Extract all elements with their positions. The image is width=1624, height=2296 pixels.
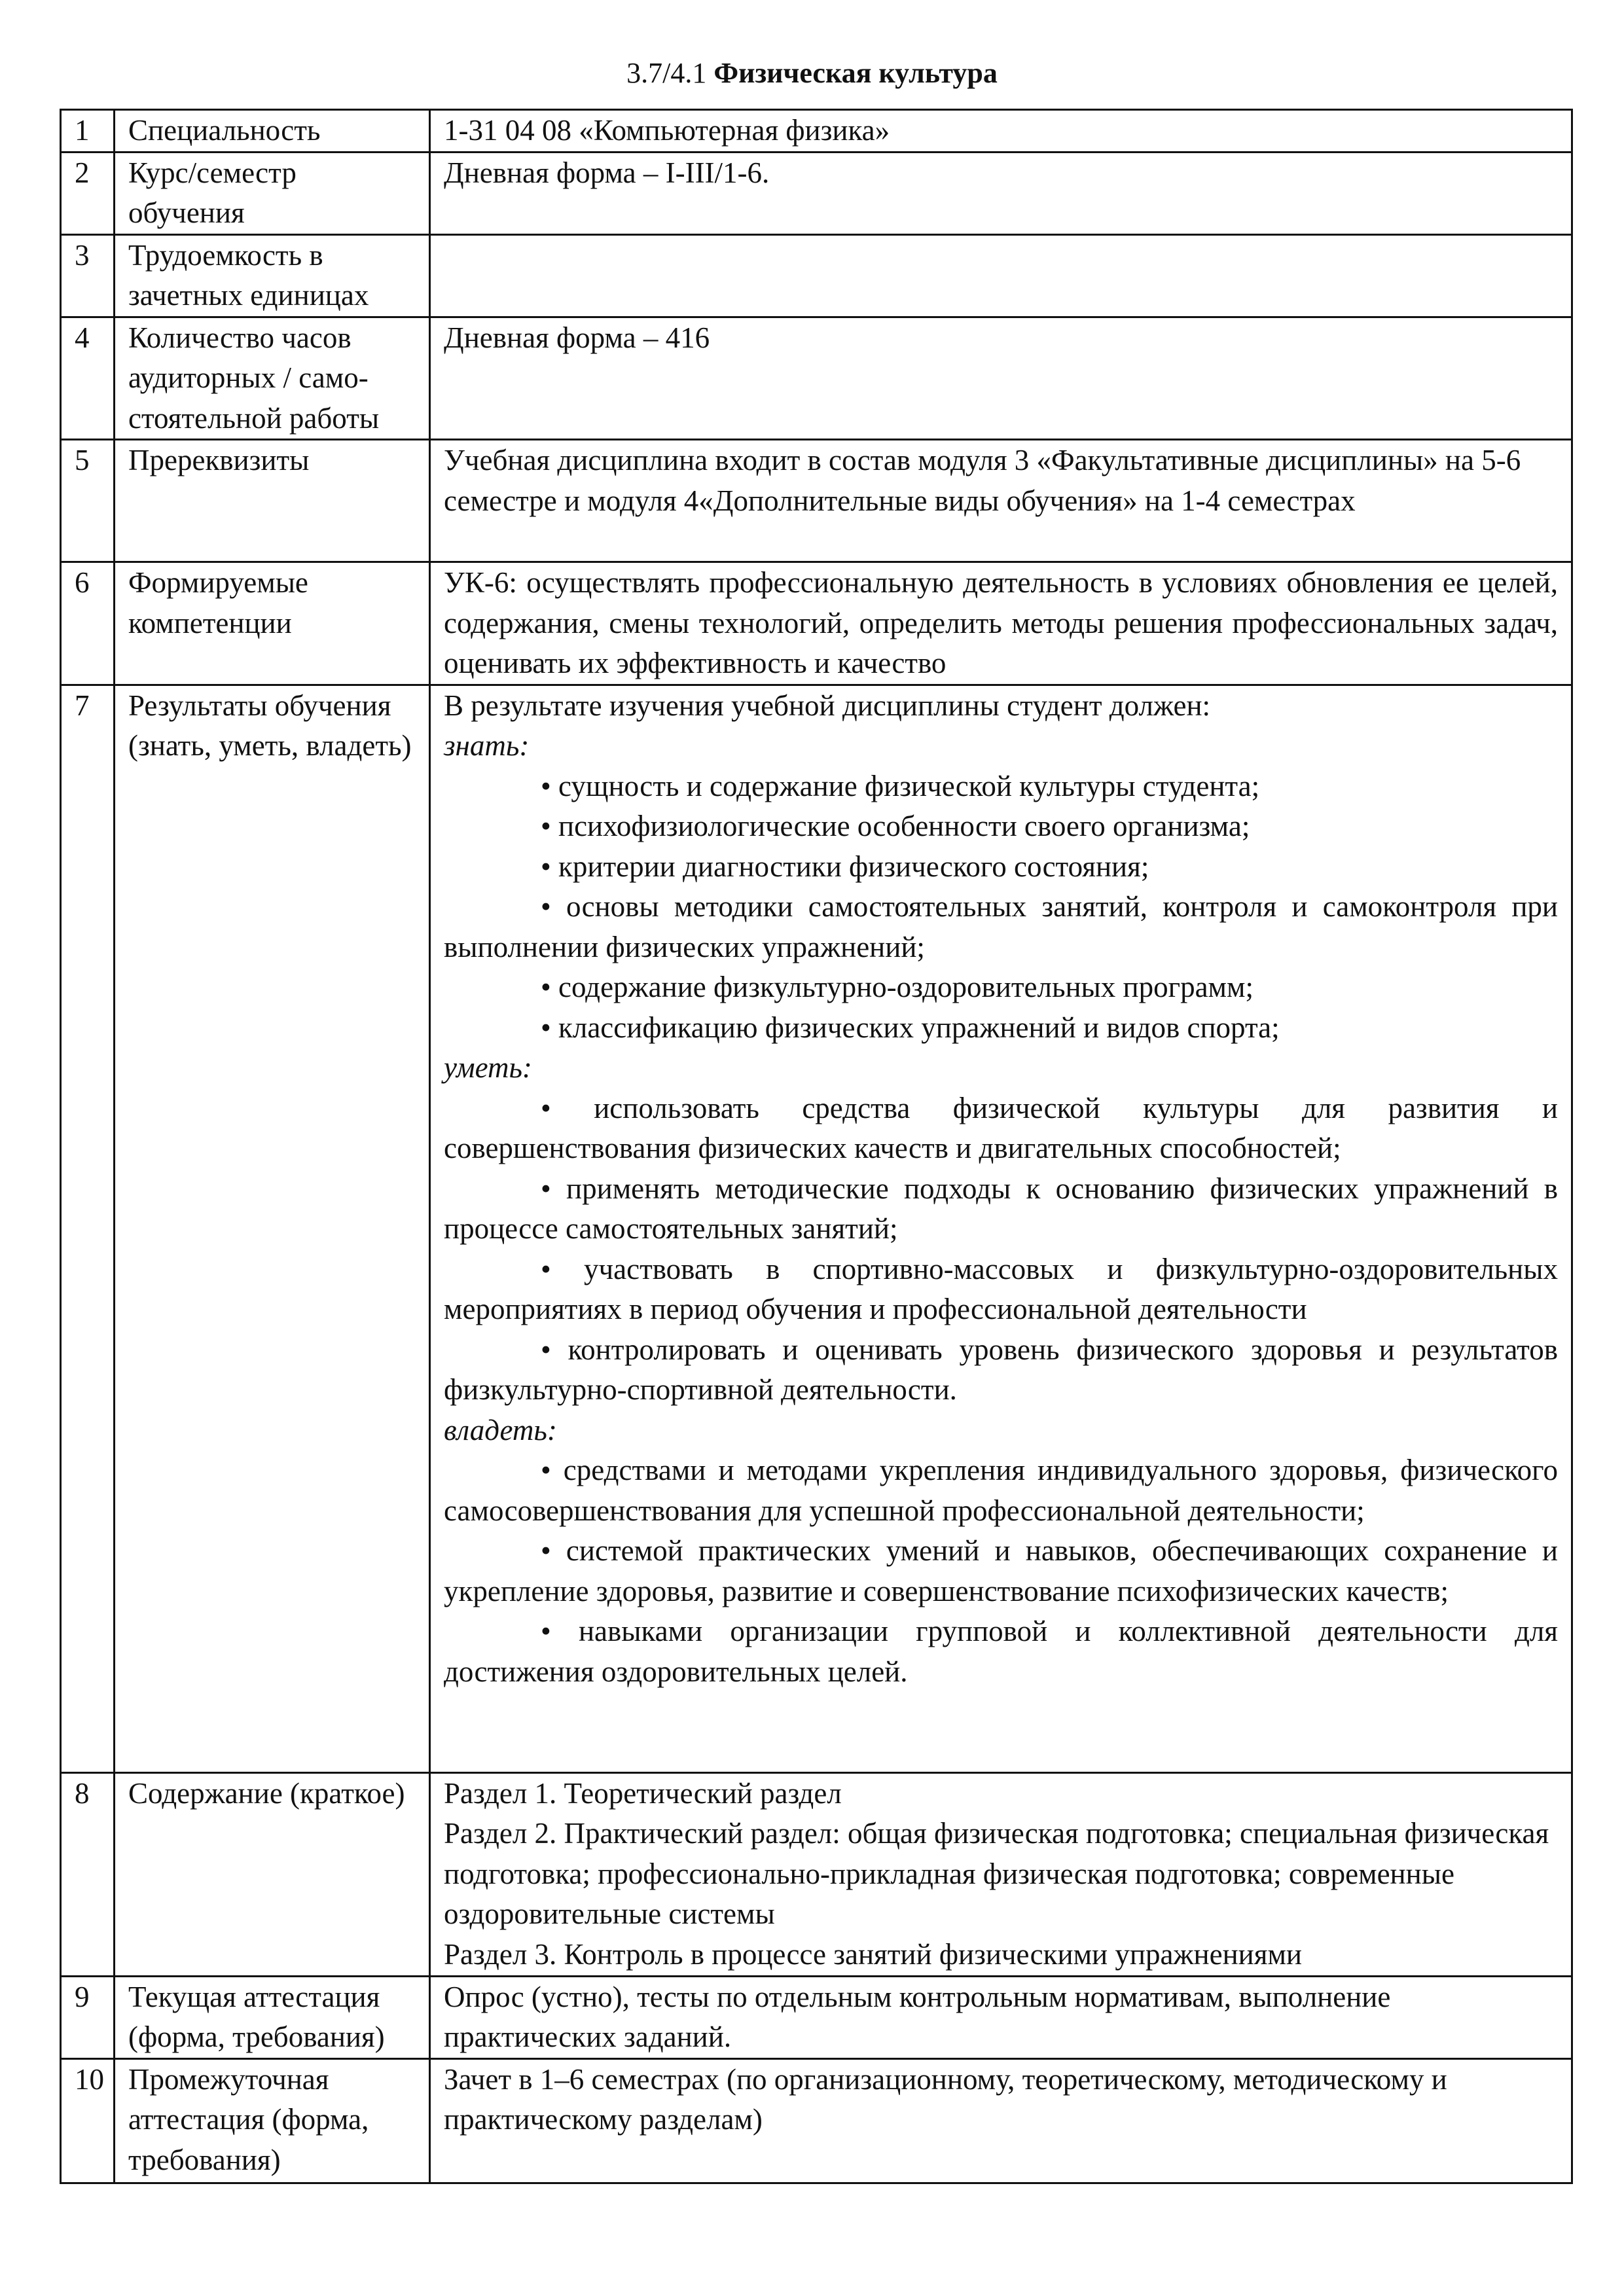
list-item: • контролировать и оценивать уровень физического здоровья и результатов физкультурно-спортивной деятельности.	[444, 1333, 1558, 1406]
row-label: Промежуточная аттестация (форма, требования)	[115, 2058, 430, 2183]
row-label: Курс/семестр обучения	[115, 152, 430, 234]
row-value: Дневная форма – I-III/1-6.	[430, 152, 1572, 234]
row-value: УК-6: осуществлять профессиональную деятельность в условиях обновления ее целей, содержания, смены технологий, определить методы решения профессиональных задач, оценивать их эффективность и качество	[430, 562, 1572, 685]
syllabus-table	[60, 109, 1573, 2184]
table-row	[61, 152, 1572, 234]
table-row	[61, 234, 1572, 317]
row-number: 7	[61, 685, 115, 1772]
master-heading: владеть:	[444, 1413, 557, 1446]
list-item: • содержание физкультурно-оздоровительных программ;	[541, 971, 1254, 1003]
table-row	[61, 2058, 1572, 2183]
content-section: Раздел 3. Контроль в процессе занятий физическими упражнениями	[444, 1937, 1302, 1971]
table-row	[61, 685, 1572, 1772]
can-heading: уметь:	[444, 1051, 532, 1084]
row-number: 4	[61, 317, 115, 440]
list-item: • средствами и методами укрепления индивидуального здоровья, физического самосовершенствования для успешной профессиональной деятельности;	[444, 1454, 1558, 1527]
row-label: Количество часов аудиторных / само-стоятельной работы	[115, 317, 430, 440]
row-number: 5	[61, 440, 115, 562]
row-label: Трудоемкость в зачетных единицах	[115, 234, 430, 317]
list-item: • критерии диагностики физического состояния;	[541, 850, 1149, 883]
learning-outcomes-intro: В результате изучения учебной дисциплины студент должен:	[444, 689, 1211, 722]
row-value: 1-31 04 08 «Компьютерная физика»	[430, 110, 1572, 152]
table-row	[61, 1772, 1572, 1976]
table-row	[61, 110, 1572, 152]
row-label: Пререквизиты	[115, 440, 430, 562]
know-heading: знать:	[444, 729, 530, 762]
row-value: Опрос (устно), тесты по отдельным контрольным нормативам, выполнение практических заданий.	[430, 1976, 1572, 2058]
row-number: 10	[61, 2058, 115, 2183]
table-row	[61, 317, 1572, 440]
row-number: 1	[61, 110, 115, 152]
list-item: • навыками организации групповой и коллективной деятельности для достижения оздоровительных целей.	[444, 1615, 1558, 1688]
table-row	[61, 440, 1572, 562]
title-name: Физическая культура	[713, 57, 998, 89]
row-number: 9	[61, 1976, 115, 2058]
table-row	[61, 562, 1572, 685]
row-label: Специальность	[115, 110, 430, 152]
list-item: • сущность и содержание физической культуры студента;	[541, 769, 1260, 802]
row-number: 6	[61, 562, 115, 685]
row-number: 3	[61, 234, 115, 317]
row-value: Учебная дисциплина входит в состав модуля 3 «Факультативные дисциплины» на 5-6 семестре и модуля 4«Дополнительные виды обучения» на 1-4 семестрах	[430, 440, 1572, 562]
list-item: • основы методики самостоятельных занятий, контроля и самоконтроля при выполнении физических упражнений;	[444, 890, 1558, 963]
list-item: • использовать средства физической культуры для развития и совершенствования физических качеств и двигательных способностей;	[444, 1091, 1558, 1164]
list-item: • участвовать в спортивно-массовых и физкультурно-оздоровительных мероприятиях в период обучения и профессиональной деятельности	[444, 1252, 1558, 1325]
row-label: Содержание (краткое)	[115, 1772, 430, 1976]
list-item: • психофизиологические особенности своего организма;	[541, 810, 1250, 842]
row-value	[430, 234, 1572, 317]
row-label: Текущая аттестация (форма, требования)	[115, 1976, 430, 2058]
list-item: • системой практических умений и навыков, обеспечивающих сохранение и укрепление здоровья, развитие и совершенствование психофизических качеств;	[444, 1534, 1558, 1607]
list-item: • применять методические подходы к основанию физических упражнений в процессе самостоятельных занятий;	[444, 1172, 1558, 1245]
row-value: Зачет в 1–6 семестрах (по организационному, теоретическому, методическому и практическому разделам)	[430, 2058, 1572, 2183]
row-value: Дневная форма – 416	[430, 317, 1572, 440]
table-row	[61, 1976, 1572, 2058]
content-section: Раздел 1. Теоретический раздел	[444, 1776, 842, 1810]
row-value	[430, 685, 1572, 1772]
title-code: 3.7/4.1	[626, 57, 707, 89]
content-section: Раздел 2. Практический раздел: общая физическая подготовка; специальная физическая подготовка; профессионально-прикладная физическая подготовка; современные оздоровительные системы	[444, 1817, 1549, 1930]
list-item: • классификацию физических упражнений и видов спорта;	[541, 1011, 1280, 1044]
page-title	[0, 55, 1624, 92]
row-value	[430, 1772, 1572, 1976]
row-number: 8	[61, 1772, 115, 1976]
row-label: Формируемые компетенции	[115, 562, 430, 685]
row-label: Результаты обучения (знать, уметь, владеть)	[115, 685, 430, 1772]
row-number: 2	[61, 152, 115, 234]
